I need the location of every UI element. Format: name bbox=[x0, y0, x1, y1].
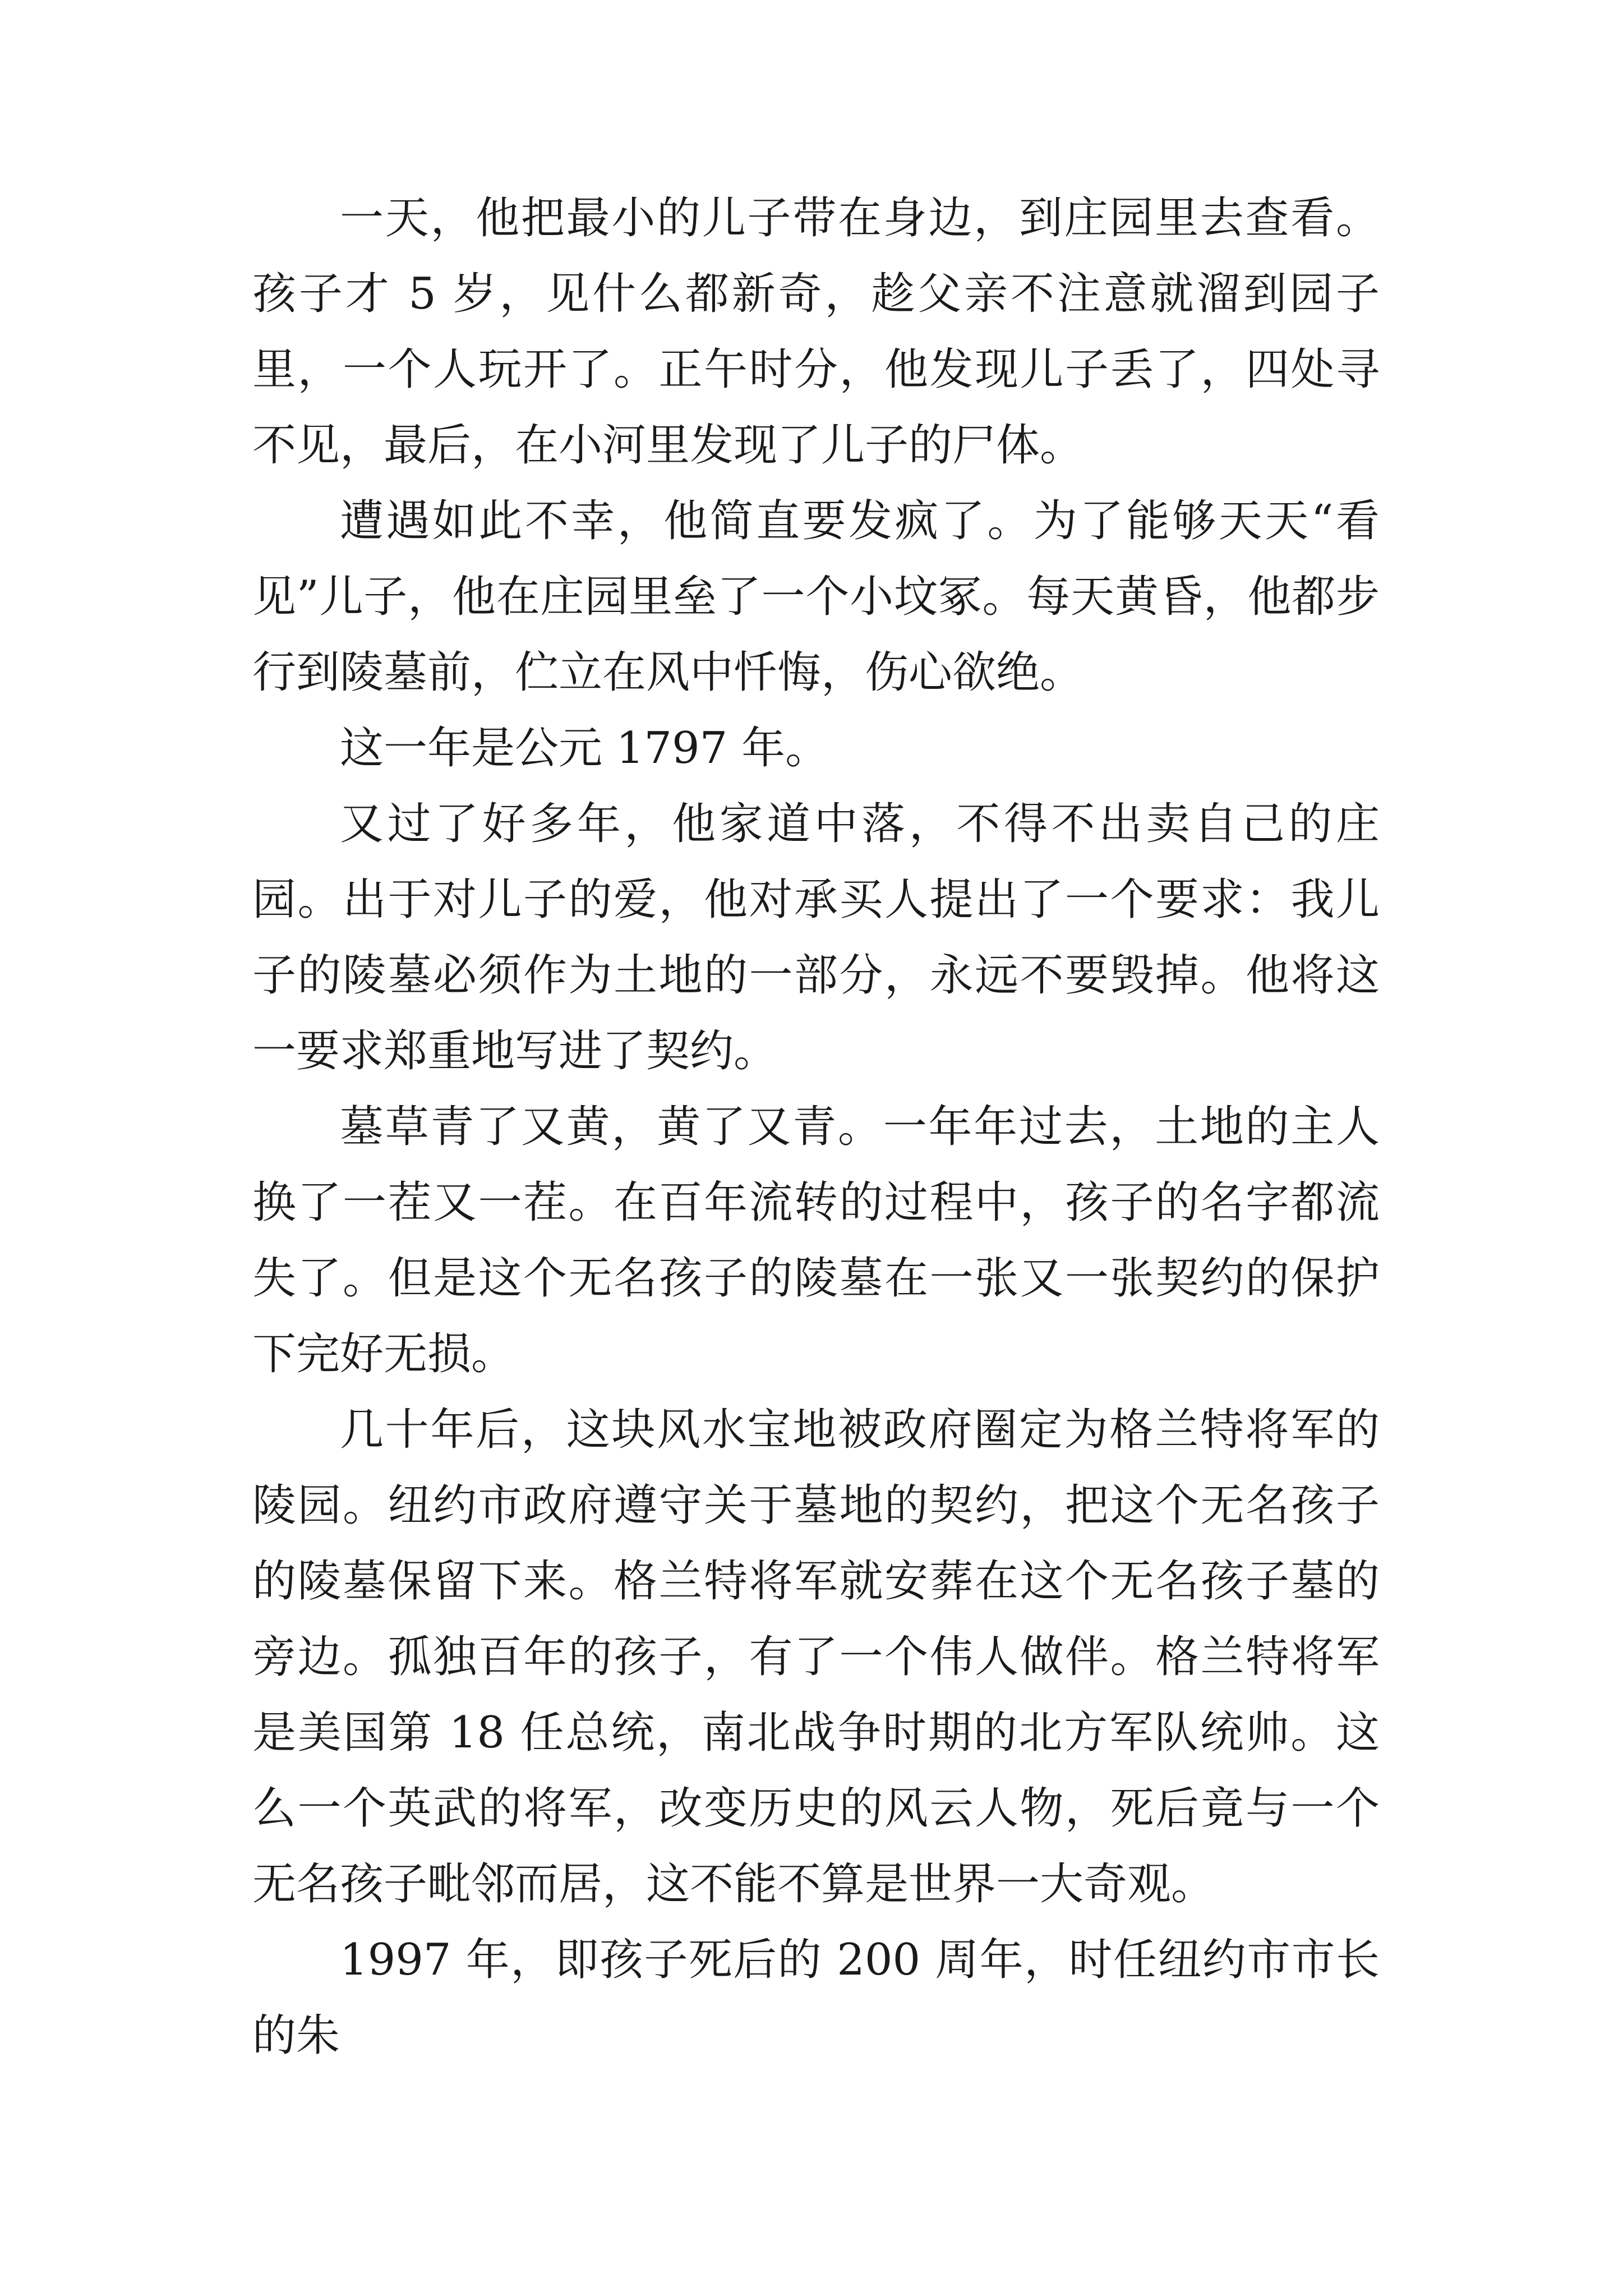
paragraph: 遭遇如此不幸，他简直要发疯了。为了能够天天“看见”儿子，他在庄园里垒了一个小坟冢。每天黄昏，他都步行到陵墓前，伫立在风中忏悔，伤心欲绝。 bbox=[252, 496, 1380, 698]
paragraph: 墓草青了又黄，黄了又青。一年年过去，土地的主人换了一茬又一茬。在百年流转的过程中，孩子的名字都流失了。但是这个无名孩子的陵墓在一张又一张契约的保护下完好无损。 bbox=[252, 1102, 1380, 1379]
paragraph: 又过了好多年，他家道中落，不得不出卖自己的庄园。出于对儿子的爱，他对承买人提出了一个要求：我儿子的陵墓必须作为土地的一部分，永远不要毁掉。他将这一要求郑重地写进了契约。 bbox=[252, 799, 1380, 1076]
paragraph: 一天，他把最小的儿子带在身边，到庄园里去查看。孩子才 5 岁，见什么都新奇，趁父亲不注意就溜到园子里，一个人玩开了。正午时分，他发现儿子丢了，四处寻不见，最后，在小河里发现了儿子的尸体。 bbox=[252, 193, 1380, 471]
paragraph: 这一年是公元 1797 年。 bbox=[340, 723, 829, 774]
body-text bbox=[252, 181, 1380, 2074]
paragraph: 1997 年，即孩子死后的 200 周年，时任纽约市市长的朱 bbox=[252, 1935, 1380, 2061]
paragraph: 几十年后，这块风水宝地被政府圈定为格兰特将军的陵园。纽约市政府遵守关于墓地的契约，把这个无名孩子的陵墓保留下来。格兰特将军就安葬在这个无名孩子墓的旁边。孤独百年的孩子，有了一个伟人做伴。格兰特将军是美国第 18 任总统，南北战争时期的北方军队统帅。这么一个英武的将军，改变历史的风云人物，死后竟与一个无名孩子毗邻而居，这不能不算是世界一大奇观。 bbox=[252, 1405, 1380, 1910]
